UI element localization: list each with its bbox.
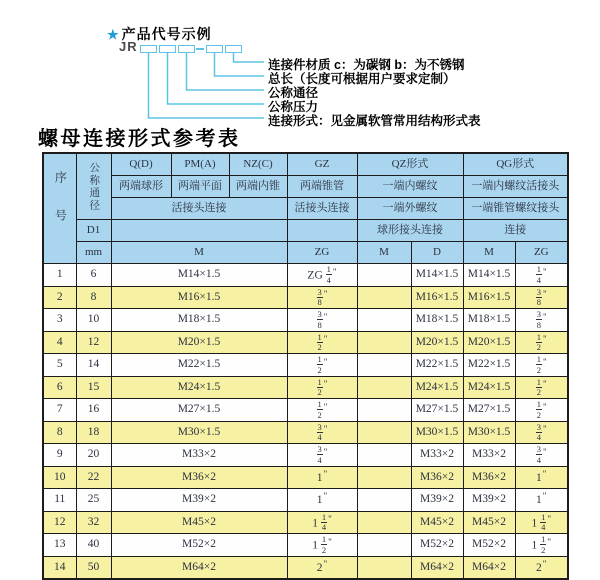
header-mm: mm	[76, 242, 111, 264]
qg-zg-cell: 1 $\frac{1}{4}$ "	[515, 511, 568, 534]
label-material: 连接件材质 c：为碳钢 b：为不锈钢	[268, 58, 465, 72]
qz-d-cell: M20×1.5	[411, 331, 463, 354]
m-thread-cell: M45×2	[111, 511, 287, 534]
mm-cell: 40	[76, 534, 111, 557]
qz-m-cell	[357, 466, 411, 489]
label-total-length: 总长（长度可根据用户要求定制）	[268, 72, 456, 86]
code-prefix: JR	[119, 39, 138, 54]
gz-zg-cell: $\frac{3}{4}$ "	[287, 444, 357, 467]
gz-zg-cell: $\frac{3}{4}$ "	[287, 421, 357, 444]
m-thread-cell: M22×1.5	[111, 354, 287, 377]
header-qz-ball-joint: 球形接头连接	[357, 220, 463, 242]
m-thread-cell: M36×2	[111, 466, 287, 489]
seq-cell: 3	[43, 309, 76, 332]
mm-cell: 22	[76, 466, 111, 489]
seq-cell: 7	[43, 399, 76, 422]
header-unit-zg1: ZG	[287, 242, 357, 264]
mm-cell: 18	[76, 421, 111, 444]
label-nominal-pressure: 公称压力	[268, 100, 319, 114]
gz-zg-cell: 1"	[287, 489, 357, 512]
qz-d-cell: M18×1.5	[411, 309, 463, 332]
qg-m-cell: M27×1.5	[463, 399, 515, 422]
m-thread-cell: M39×2	[111, 489, 287, 512]
qz-d-cell: M45×2	[411, 511, 463, 534]
header-d1: D1	[76, 220, 111, 242]
qg-zg-cell: $\frac{1}{2}$ "	[515, 331, 568, 354]
header-seq: 序号	[43, 153, 76, 264]
seq-cell: 10	[43, 466, 76, 489]
qg-m-cell: M30×1.5	[463, 421, 515, 444]
qz-m-cell	[357, 286, 411, 309]
qz-d-cell: M64×2	[411, 556, 463, 579]
table-row	[43, 376, 568, 399]
header-qg-end1: 一端内螺纹活接头	[463, 176, 568, 198]
qz-d-cell: M24×1.5	[411, 376, 463, 399]
nut-connection-table	[42, 152, 569, 580]
header-unit-m3: M	[463, 242, 515, 264]
qz-d-cell: M16×1.5	[411, 286, 463, 309]
header-qd-ends: 两端球形	[111, 176, 171, 198]
seq-cell: 11	[43, 489, 76, 512]
seq-cell: 6	[43, 376, 76, 399]
header-group-nzc: NZ(C)	[229, 153, 287, 176]
label-connection-type: 连接形式：见金属软管常用结构形式表	[268, 114, 481, 128]
qz-m-cell	[357, 421, 411, 444]
qg-zg-cell: $\frac{3}{4}$ "	[515, 421, 568, 444]
qg-m-cell: M14×1.5	[463, 264, 515, 287]
table-row	[43, 489, 568, 512]
qz-m-cell	[357, 489, 411, 512]
seq-cell: 4	[43, 331, 76, 354]
qg-zg-cell: 1"	[515, 466, 568, 489]
header-unit-m2: M	[357, 242, 411, 264]
mm-cell: 8	[76, 286, 111, 309]
mm-cell: 10	[76, 309, 111, 332]
table-row	[43, 444, 568, 467]
header-group-qd: Q(D)	[111, 153, 171, 176]
qz-d-cell: M33×2	[411, 444, 463, 467]
qz-d-cell: M39×2	[411, 489, 463, 512]
qg-zg-cell: 1"	[515, 489, 568, 512]
gz-zg-cell: $\frac{1}{2}$ "	[287, 331, 357, 354]
mm-cell: 15	[76, 376, 111, 399]
header-diameter: 公称通径	[76, 153, 111, 220]
qg-zg-cell: $\frac{1}{2}$ "	[515, 376, 568, 399]
label-nominal-diameter: 公称通径	[268, 86, 319, 100]
gz-zg-cell: $\frac{1}{2}$ "	[287, 399, 357, 422]
qg-m-cell: M24×1.5	[463, 376, 515, 399]
qg-zg-cell: 2"	[515, 556, 568, 579]
qz-m-cell	[357, 556, 411, 579]
table-row	[43, 421, 568, 444]
header-qg-end2: 一端锥管螺纹接头	[463, 198, 568, 220]
qg-zg-cell: $\frac{1}{2}$ "	[515, 399, 568, 422]
mm-cell: 32	[76, 511, 111, 534]
m-thread-cell: M20×1.5	[111, 331, 287, 354]
qg-m-cell: M52×2	[463, 534, 515, 557]
gz-zg-cell: 1 $\frac{1}{4}$ "	[287, 511, 357, 534]
mm-cell: 25	[76, 489, 111, 512]
qz-d-cell: M27×1.5	[411, 399, 463, 422]
m-thread-cell: M52×2	[111, 534, 287, 557]
qg-m-cell: M33×2	[463, 444, 515, 467]
qz-m-cell	[357, 444, 411, 467]
qg-m-cell: M20×1.5	[463, 331, 515, 354]
seq-cell: 9	[43, 444, 76, 467]
qz-m-cell	[357, 264, 411, 287]
qg-zg-cell: 1 $\frac{1}{2}$ "	[515, 534, 568, 557]
header-nzc-ends: 两端内锥	[229, 176, 287, 198]
header-qz-end2: 一端外螺纹	[357, 198, 463, 220]
qz-d-cell: M52×2	[411, 534, 463, 557]
gz-zg-cell: $\frac{3}{8}$ "	[287, 286, 357, 309]
qg-m-cell: M36×2	[463, 466, 515, 489]
table-row	[43, 399, 568, 422]
qg-zg-cell: $\frac{3}{8}$ "	[515, 286, 568, 309]
table-row	[43, 354, 568, 377]
qg-m-cell: M22×1.5	[463, 354, 515, 377]
header-blank-gz	[287, 220, 357, 242]
seq-cell: 14	[43, 556, 76, 579]
mm-cell: 16	[76, 399, 111, 422]
table-body	[43, 264, 568, 580]
gz-zg-cell: 2"	[287, 556, 357, 579]
gz-zg-cell: 1"	[287, 466, 357, 489]
header-gz-ends: 两端锥管	[287, 176, 357, 198]
table-row	[43, 309, 568, 332]
qg-m-cell: M39×2	[463, 489, 515, 512]
m-thread-cell: M27×1.5	[111, 399, 287, 422]
header-qz-end1: 一端内螺纹	[357, 176, 463, 198]
mm-cell: 50	[76, 556, 111, 579]
header-gz-union: 活接头连接	[287, 198, 357, 220]
table-row	[43, 264, 568, 287]
header-qg-connection: 连接	[463, 220, 568, 242]
header-unit-m1: M	[111, 242, 287, 264]
table-row	[43, 534, 568, 557]
table-row	[43, 511, 568, 534]
qz-m-cell	[357, 511, 411, 534]
header-unit-d: D	[411, 242, 463, 264]
table-row	[43, 286, 568, 309]
seq-cell: 1	[43, 264, 76, 287]
m-thread-cell: M24×1.5	[111, 376, 287, 399]
seq-cell: 12	[43, 511, 76, 534]
seq-cell: 13	[43, 534, 76, 557]
qz-m-cell	[357, 309, 411, 332]
m-thread-cell: M30×1.5	[111, 421, 287, 444]
header-group-qz: QZ形式	[357, 153, 463, 176]
qz-m-cell	[357, 354, 411, 377]
gz-zg-cell: $\frac{1}{2}$ "	[287, 354, 357, 377]
qz-d-cell: M14×1.5	[411, 264, 463, 287]
table-row	[43, 556, 568, 579]
qg-m-cell: M16×1.5	[463, 286, 515, 309]
gz-zg-cell: $\frac{3}{8}$ "	[287, 309, 357, 332]
seq-cell: 8	[43, 421, 76, 444]
table-row	[43, 331, 568, 354]
qz-d-cell: M22×1.5	[411, 354, 463, 377]
qz-m-cell	[357, 534, 411, 557]
header-group-gz: GZ	[287, 153, 357, 176]
qg-zg-cell: $\frac{1}{4}$ "	[515, 264, 568, 287]
diagram-title-text: 产品代号示例	[121, 26, 212, 42]
gz-zg-cell: ZG $\frac{1}{4}$ "	[287, 264, 357, 287]
qz-m-cell	[357, 376, 411, 399]
qz-d-cell: M36×2	[411, 466, 463, 489]
m-thread-cell: M18×1.5	[111, 309, 287, 332]
mm-cell: 6	[76, 264, 111, 287]
m-thread-cell: M16×1.5	[111, 286, 287, 309]
mm-cell: 12	[76, 331, 111, 354]
mm-cell: 14	[76, 354, 111, 377]
gz-zg-cell: 1 $\frac{1}{2}$ "	[287, 534, 357, 557]
qg-zg-cell: $\frac{1}{2}$ "	[515, 354, 568, 377]
table-header	[43, 153, 568, 264]
star-icon: ★	[107, 27, 120, 42]
gz-zg-cell: $\frac{1}{2}$ "	[287, 376, 357, 399]
m-thread-cell: M64×2	[111, 556, 287, 579]
header-unit-zg2: ZG	[515, 242, 568, 264]
qg-m-cell: M64×2	[463, 556, 515, 579]
qg-zg-cell: $\frac{3}{8}$ "	[515, 309, 568, 332]
table-title: 螺母连接形式参考表	[38, 126, 241, 150]
qg-m-cell: M45×2	[463, 511, 515, 534]
qg-zg-cell: $\frac{3}{4}$ "	[515, 444, 568, 467]
m-thread-cell: M33×2	[111, 444, 287, 467]
seq-cell: 5	[43, 354, 76, 377]
qz-m-cell	[357, 399, 411, 422]
product-code-diagram	[0, 0, 600, 130]
header-union-connection: 活接头连接	[111, 198, 287, 220]
table-row	[43, 466, 568, 489]
header-group-pma: PM(A)	[171, 153, 229, 176]
mm-cell: 20	[76, 444, 111, 467]
header-blank-left	[111, 220, 287, 242]
seq-cell: 2	[43, 286, 76, 309]
m-thread-cell: M14×1.5	[111, 264, 287, 287]
header-pma-ends: 两端平面	[171, 176, 229, 198]
qg-m-cell: M18×1.5	[463, 309, 515, 332]
qz-d-cell: M30×1.5	[411, 421, 463, 444]
header-group-qg: QG形式	[463, 153, 568, 176]
qz-m-cell	[357, 331, 411, 354]
